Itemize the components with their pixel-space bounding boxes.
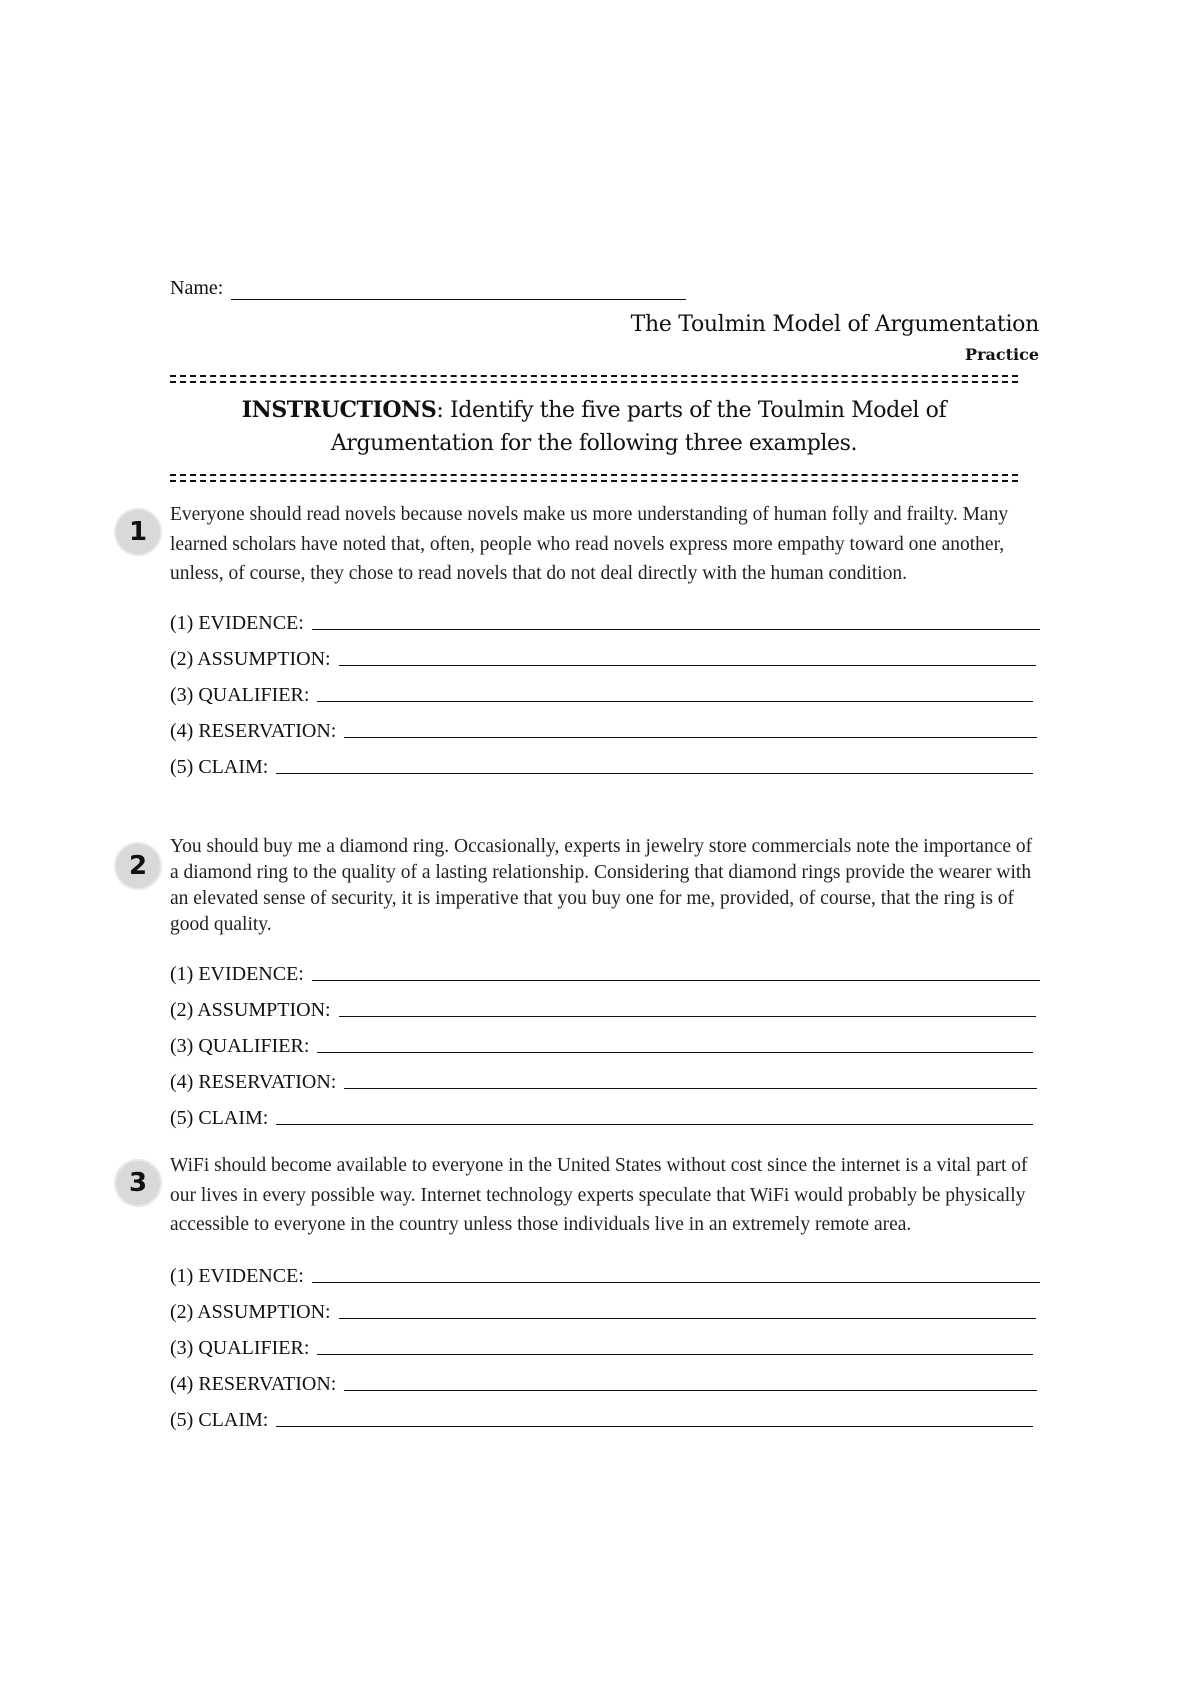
- answer-blank[interactable]: [344, 1390, 1037, 1391]
- answer-qualifier: [170, 1324, 1033, 1360]
- answer-qualifier: [170, 1022, 1033, 1058]
- answer-reservation: [170, 707, 1037, 743]
- answer-claim: [170, 1396, 1033, 1432]
- answer-blank[interactable]: [339, 1318, 1036, 1319]
- answer-reservation: [170, 1058, 1037, 1094]
- divider-bottom: [170, 474, 1018, 482]
- example-number-badge: 2: [114, 842, 162, 890]
- answer-blank[interactable]: [344, 737, 1037, 738]
- answer-label: (3) QUALIFIER:: [170, 1336, 310, 1359]
- answer-label: (4) RESERVATION:: [170, 1372, 337, 1395]
- example-1: [128, 500, 1040, 779]
- answer-label: (5) CLAIM:: [170, 755, 269, 778]
- instructions-line-2: Argumentation for the following three examples.: [330, 431, 858, 456]
- answer-blank[interactable]: [344, 1088, 1037, 1089]
- example-passage: WiFi should become available to everyone in the United States without cost since the internet is a vital part of our lives in every possible way. Internet technology experts speculate that WiFi would probably be physically accessible to everyone in the country unless those individuals live in an extremely remote area.: [170, 1155, 1028, 1235]
- answer-assumption: [170, 986, 1036, 1022]
- answer-blank[interactable]: [317, 1354, 1033, 1355]
- divider-top: [170, 375, 1018, 383]
- answer-list: [170, 1252, 1040, 1432]
- answer-blank[interactable]: [317, 1052, 1033, 1053]
- answer-blank[interactable]: [339, 665, 1036, 666]
- instructions-text-1: : Identify the five parts of the Toulmin Model of: [436, 398, 947, 423]
- answer-blank[interactable]: [312, 1282, 1040, 1283]
- answer-list: [170, 599, 1040, 779]
- answer-assumption: [170, 635, 1036, 671]
- answer-label: (4) RESERVATION:: [170, 1071, 337, 1093]
- name-label: Name:: [170, 277, 224, 299]
- answer-list: [170, 950, 1040, 1130]
- instructions-line-1: [170, 394, 1018, 427]
- answer-label: (3) QUALIFIER:: [170, 683, 310, 706]
- page-subtitle: Practice: [965, 345, 1039, 364]
- answer-label: (2) ASSUMPTION:: [170, 999, 331, 1021]
- answer-blank[interactable]: [317, 701, 1033, 702]
- example-passage: You should buy me a diamond ring. Occasionally, experts in jewelry store commercials note the importance of a diamond ring to the quality of a lasting relationship. Considering that diamond rings provide the wearer with an elevated sense of security, it is imperative that you buy one for me, provided, of course, that the ring is of good quality.: [170, 836, 1033, 935]
- answer-blank[interactable]: [312, 980, 1040, 981]
- example-number-badge: 1: [114, 508, 162, 556]
- answer-label: (2) ASSUMPTION:: [170, 1300, 331, 1323]
- name-field[interactable]: [231, 279, 686, 300]
- answer-blank[interactable]: [276, 1426, 1033, 1427]
- page-title: The Toulmin Model of Argumentation: [630, 312, 1039, 337]
- answer-blank[interactable]: [276, 1124, 1033, 1125]
- answer-label: (5) CLAIM:: [170, 1107, 269, 1129]
- answer-reservation: [170, 1360, 1037, 1396]
- answer-label: (1) EVIDENCE:: [170, 963, 304, 985]
- example-number-badge: 3: [114, 1159, 162, 1207]
- answer-label: (1) EVIDENCE:: [170, 1264, 304, 1287]
- instructions-lead: INSTRUCTIONS: [241, 397, 437, 423]
- answer-label: (2) ASSUMPTION:: [170, 647, 331, 670]
- answer-blank[interactable]: [312, 629, 1040, 630]
- example-2: [128, 834, 1040, 1130]
- name-row: [170, 277, 686, 300]
- answer-label: (5) CLAIM:: [170, 1408, 269, 1431]
- answer-evidence: [170, 1252, 1040, 1288]
- answer-label: (4) RESERVATION:: [170, 719, 337, 742]
- answer-blank[interactable]: [339, 1016, 1036, 1017]
- answer-claim: [170, 1094, 1033, 1130]
- answer-evidence: [170, 950, 1040, 986]
- answer-evidence: [170, 599, 1040, 635]
- answer-assumption: [170, 1288, 1036, 1324]
- instructions: [170, 394, 1018, 460]
- example-passage: Everyone should read novels because novels make us more understanding of human folly and frailty. Many learned scholars have noted that, often, people who read novels express more empathy toward one another, unless, of course, they chose to read novels that do not deal directly with the human condition.: [170, 504, 1009, 584]
- example-3: [128, 1151, 1040, 1432]
- answer-label: (1) EVIDENCE:: [170, 611, 304, 634]
- answer-claim: [170, 743, 1033, 779]
- answer-label: (3) QUALIFIER:: [170, 1035, 310, 1057]
- answer-qualifier: [170, 671, 1033, 707]
- answer-blank[interactable]: [276, 773, 1033, 774]
